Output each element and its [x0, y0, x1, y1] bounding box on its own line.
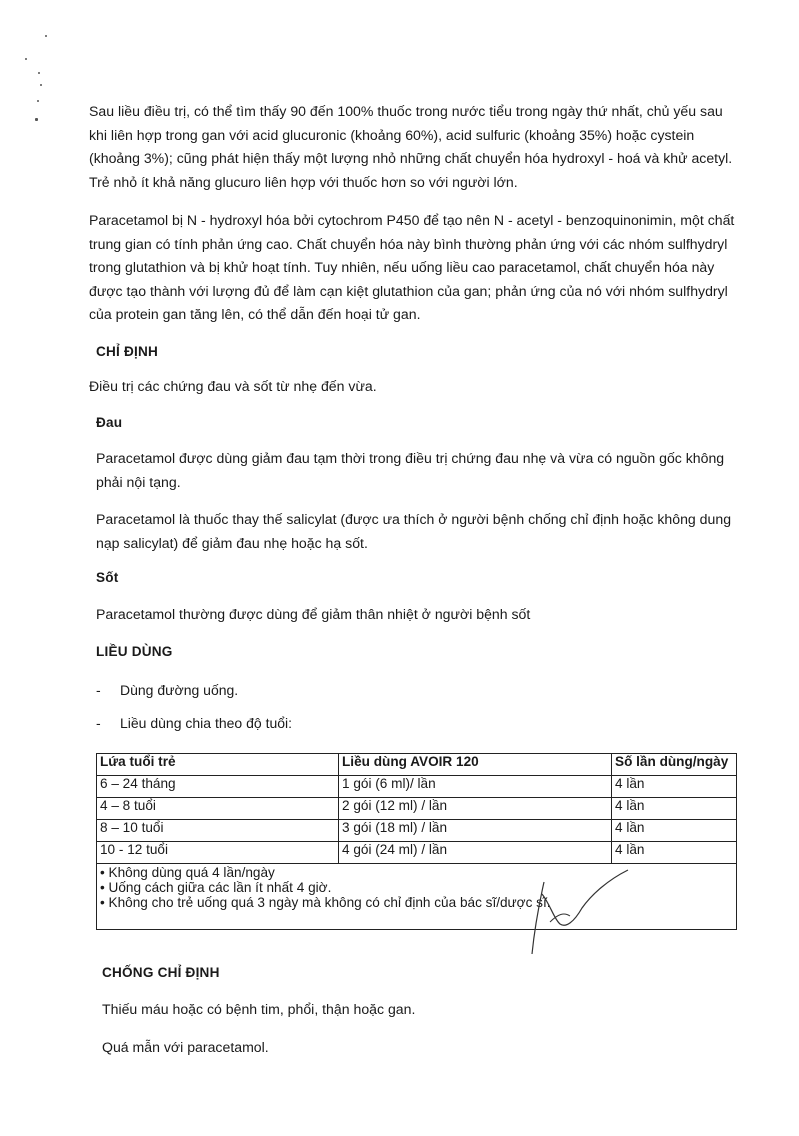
- indication-text: Điều trị các chứng đau và sốt từ nhẹ đến vừa.: [89, 378, 377, 394]
- note-line: • Uống cách giữa các lần ít nhất 4 giờ.: [100, 880, 332, 895]
- bullet-dash: -: [96, 715, 101, 731]
- table-notes-cell: [97, 864, 737, 930]
- heading-contraindication: CHỐNG CHỈ ĐỊNH: [102, 965, 220, 980]
- heading-pain: Đau: [96, 415, 123, 430]
- bullet-dash: -: [96, 682, 101, 698]
- cell-frequency: 4 lần: [612, 842, 737, 864]
- note-line: • Không cho trẻ uống quá 3 ngày mà không có chỉ định của bác sĩ/dược sĩ.: [100, 895, 551, 910]
- heading-indication: CHỈ ĐỊNH: [96, 344, 159, 359]
- pain-paragraph-1: Paracetamol được dùng giảm đau tạm thời trong điều trị chứng đau nhẹ và vừa có nguồn gốc không phải nội tạng.: [96, 450, 725, 490]
- cell-age: 8 – 10 tuổi: [97, 820, 339, 842]
- dosage-bullet: [96, 682, 238, 698]
- bullet-text: Dùng đường uống.: [120, 682, 239, 698]
- cell-frequency: 4 lần: [612, 820, 737, 842]
- cell-frequency: 4 lần: [612, 798, 737, 820]
- cell-dose: 2 gói (12 ml) / lần: [339, 798, 612, 820]
- column-header-dose: Liều dùng AVOIR 120: [339, 754, 612, 776]
- cell-dose: 1 gói (6 ml)/ lần: [339, 776, 612, 798]
- contraindication-item: Thiếu máu hoặc có bệnh tim, phổi, thận hoặc gan.: [102, 1001, 416, 1017]
- contraindication-item: Quá mẫn với paracetamol.: [102, 1039, 269, 1055]
- table-row: [97, 820, 737, 842]
- dosage-table: [96, 753, 737, 930]
- handwritten-signature: [520, 864, 640, 964]
- heading-dosage: LIỀU DÙNG: [96, 644, 173, 659]
- cell-age: 6 – 24 tháng: [97, 776, 339, 798]
- cell-age: 4 – 8 tuổi: [97, 798, 339, 820]
- table-header-row: [97, 754, 737, 776]
- table-notes-row: [97, 864, 737, 930]
- column-header-age: Lứa tuổi trẻ: [97, 754, 339, 776]
- table-row: [97, 798, 737, 820]
- heading-fever: Sốt: [96, 570, 119, 585]
- dosage-bullet: [96, 715, 292, 731]
- cell-age: 10 - 12 tuổi: [97, 842, 339, 864]
- table-row: [97, 842, 737, 864]
- cell-frequency: 4 lần: [612, 776, 737, 798]
- pain-paragraph-2: Paracetamol là thuốc thay thế salicylat (được ưa thích ở người bệnh chống chỉ định hoặc không dung nạp salicylat) để giảm đau nhẹ hoặc hạ sốt.: [96, 511, 732, 551]
- cell-dose: 4 gói (24 ml) / lần: [339, 842, 612, 864]
- paragraph-metabolism: Sau liều điều trị, có thể tìm thấy 90 đến 100% thuốc trong nước tiểu trong ngày thứ nhất, chủ yếu sau khi liên hợp trong gan với acid glucuronic (khoảng 60%), acid sulfuric (khoảng 35%) hoặc cystein (khoảng 3%); cũng phát hiện thấy một lượng nhỏ những chất chuyển hóa hydroxyl - hoá và khử acetyl. Trẻ nhỏ ít khả năng glucuro liên hợp với thuốc hơn so với người lớn.: [89, 103, 733, 190]
- column-header-frequency: Số lần dùng/ngày: [612, 754, 737, 776]
- fever-text: Paracetamol thường được dùng để giảm thân nhiệt ở người bệnh sốt: [96, 606, 531, 622]
- bullet-text: Liều dùng chia theo độ tuổi:: [120, 715, 293, 731]
- table-row: [97, 776, 737, 798]
- paragraph-hepatotoxicity: Paracetamol bị N - hydroxyl hóa bởi cytochrom P450 để tạo nên N - acetyl - benzoquinonimin, một chất trung gian có tính phản ứng cao. Chất chuyển hóa này bình thường phản ứng với các nhóm sulfhydryl trong glutathion và bị khử hoạt tính. Tuy nhiên, nếu uống liều cao paracetamol, chất chuyển hóa này được tạo thành với lượng đủ để làm cạn kiệt glutathion của gan; phản ứng của nó với nhóm sulfhydryl của protein gan tăng lên, có thể dẫn đến hoại tử gan.: [89, 212, 735, 322]
- cell-dose: 3 gói (18 ml) / lần: [339, 820, 612, 842]
- note-line: • Không dùng quá 4 lần/ngày: [100, 865, 275, 880]
